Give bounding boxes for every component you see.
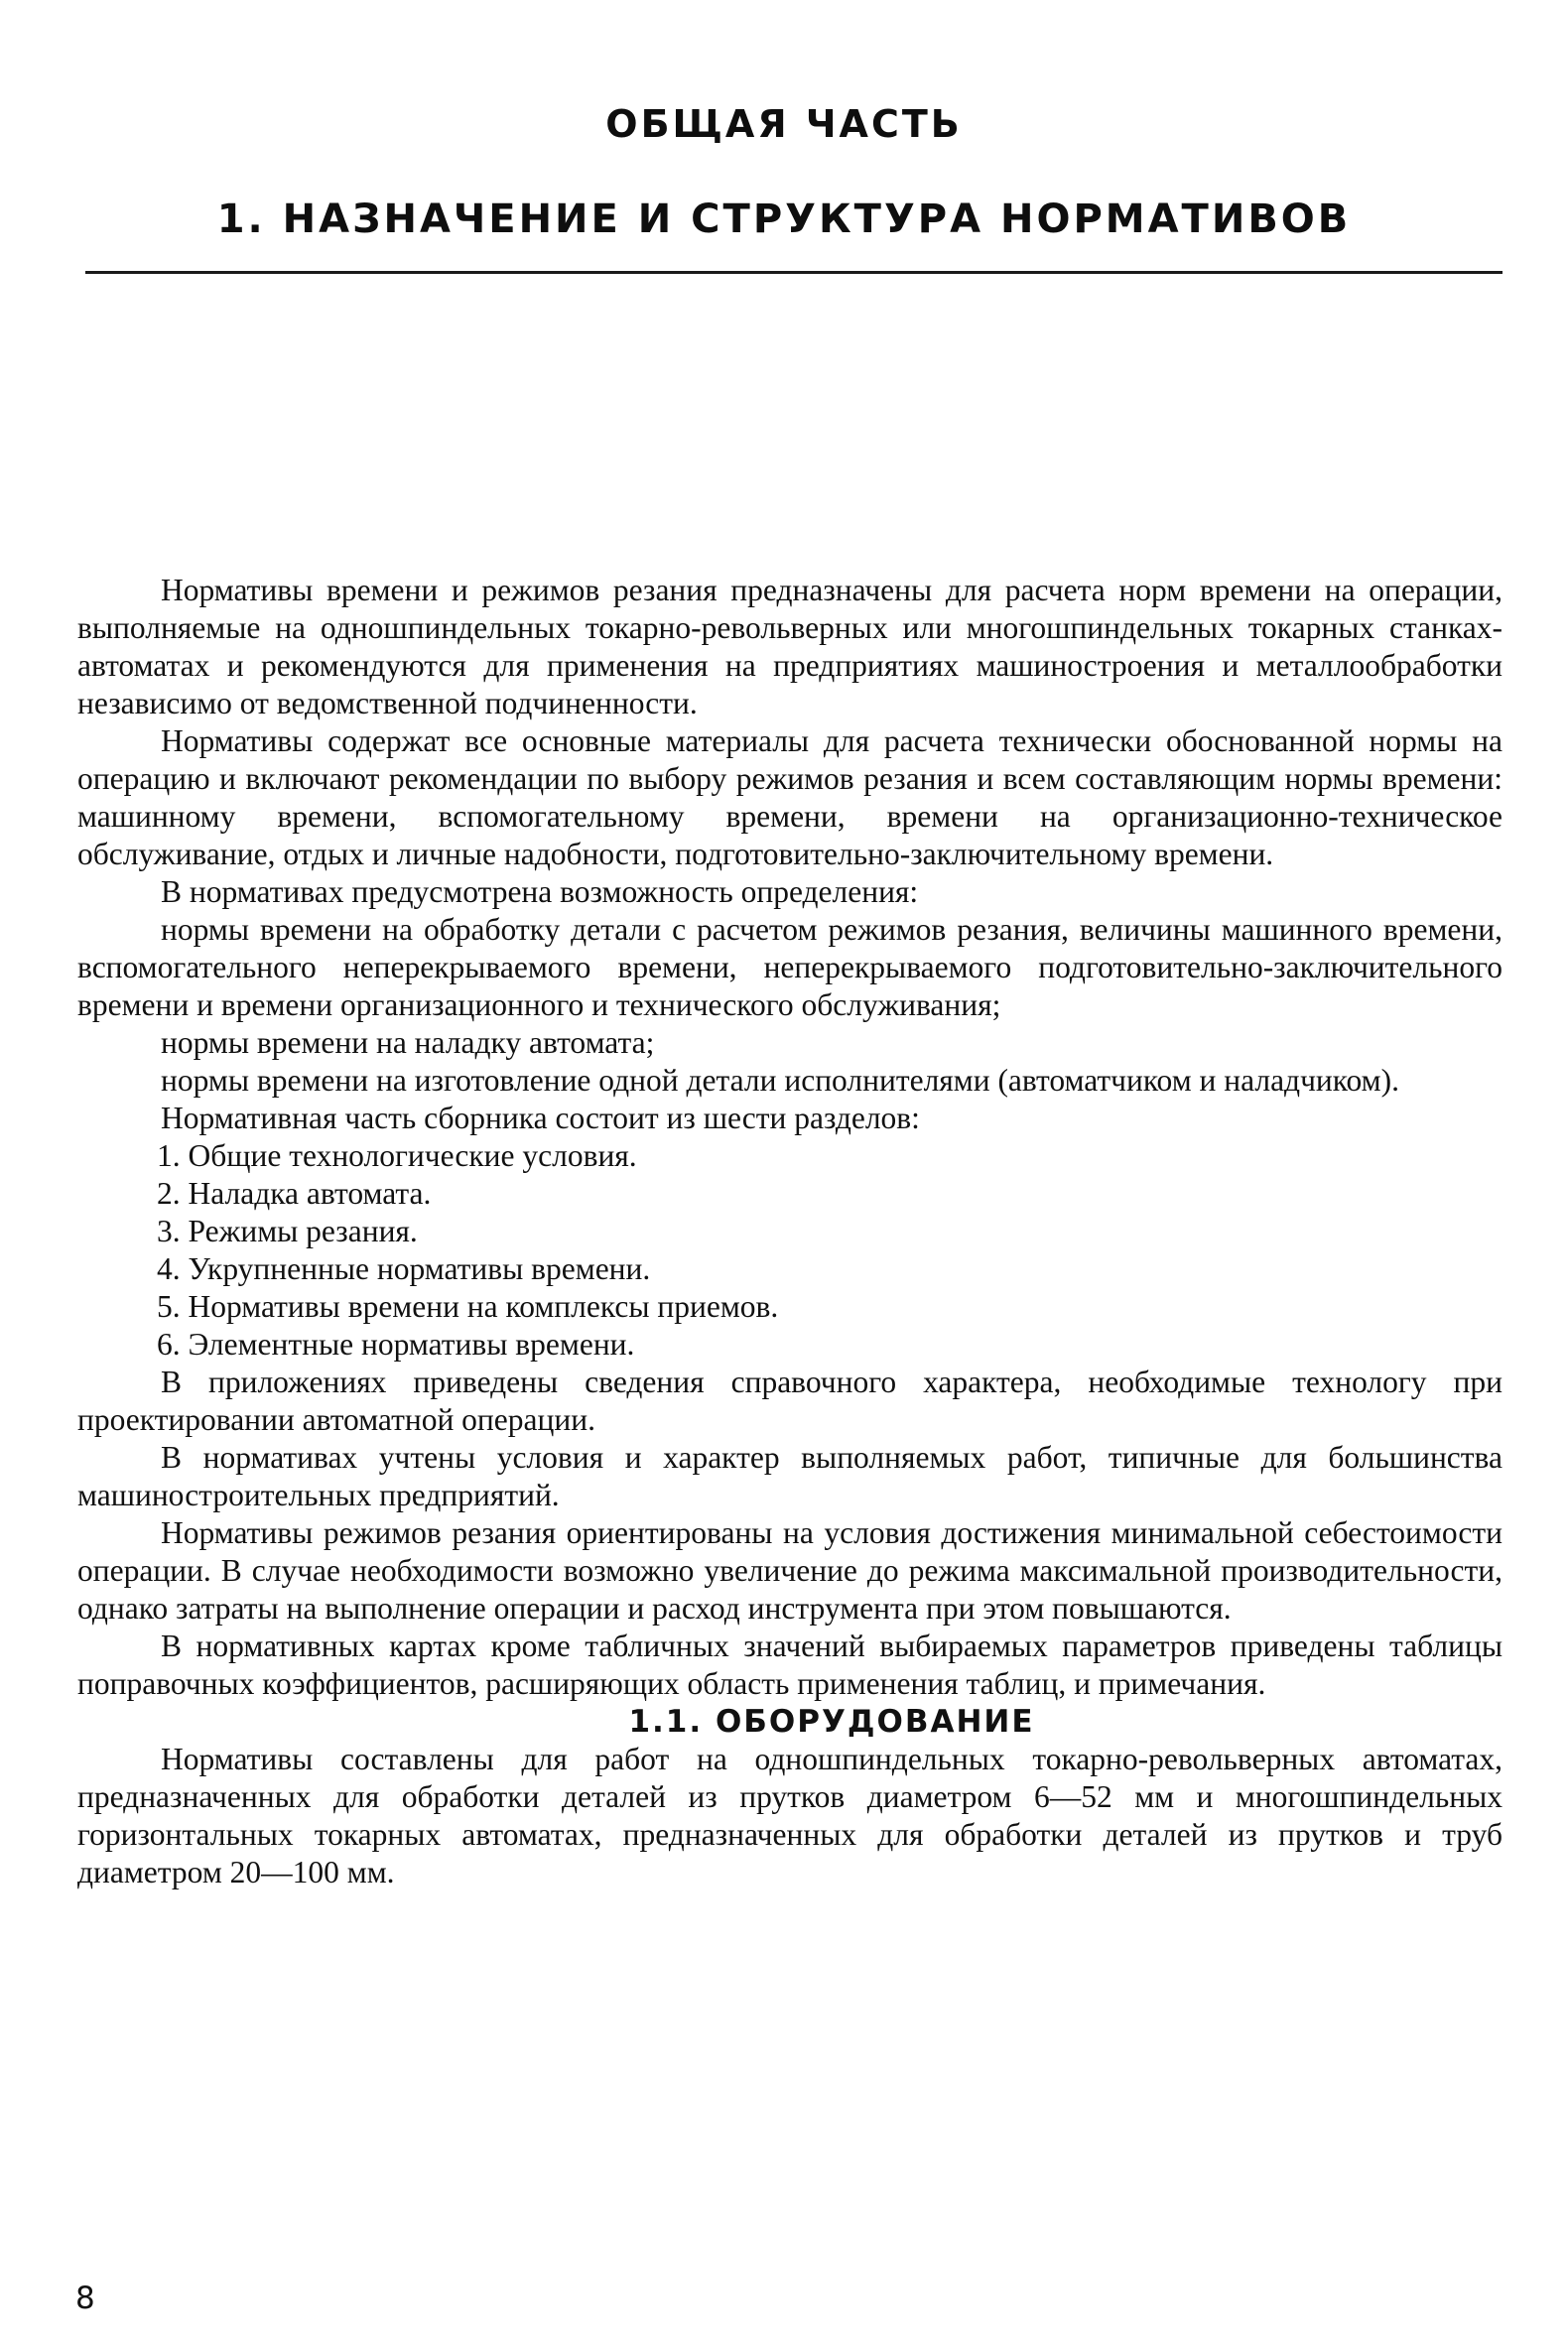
section-title: 1. НАЗНАЧЕНИЕ И СТРУКТУРА НОРМАТИВОВ — [216, 196, 1352, 242]
list-item: 6. Элементные нормативы времени. — [157, 1327, 635, 1362]
part-title: ОБЩАЯ ЧАСТЬ — [605, 102, 963, 146]
paragraph-capability-3: нормы времени на изготовление одной детали исполнителями (автоматчиком и наладчиком). — [161, 1063, 1399, 1098]
paragraph-capability-1: нормы времени на обработку детали с расчетом режимов резания, величины машинного времени, вспомогательного неперекрываемого времени, неперекрываемого подготовительно-заключительного времени и времени организационного и технического обслуживания; — [77, 912, 1503, 1022]
paragraph-capabilities: В нормативах предусмотрена возможность определения: — [161, 874, 919, 909]
paragraph-equipment: Нормативы составлены для работ на одношпиндельных токарно-револьверных автоматах, предназначенных для обработки деталей из прутков диаметром 6—52 мм и многошпиндельных горизонтальных токарных автоматах, предназначенных для обработки деталей из прутков и труб диаметром 20—100 мм. — [77, 1742, 1503, 1889]
list-item: 1. Общие технологические условия. — [157, 1138, 637, 1173]
list-item: 5. Нормативы времени на комплексы приемов. — [157, 1289, 779, 1324]
paragraph-conditions: В нормативах учтены условия и характер выполняемых работ, типичные для большинства машиностроительных предприятий. — [77, 1440, 1503, 1512]
paragraph-capability-2: нормы времени на наладку автомата; — [161, 1025, 655, 1060]
paragraph-tables: В нормативных картах кроме табличных значений выбираемых параметров приведены таблицы поправочных коэффициентов, расширяющих область применения таблиц, и примечания. — [77, 1628, 1503, 1701]
list-item: 4. Укрупненные нормативы времени. — [157, 1251, 651, 1286]
paragraph-cutting-modes: Нормативы режимов резания ориентированы на условия достижения минимальной себестоимости операции. В случае необходимости возможно увеличение до режима максимальной производительности, однако затраты на выполнение операции и расход инструмента при этом повышаются. — [77, 1515, 1503, 1626]
paragraph-appendices: В приложениях приведены сведения справочного характера, необходимые технологу при проектировании автоматной операции. — [77, 1365, 1503, 1437]
paragraph-structure: Нормативная часть сборника состоит из шести разделов: — [161, 1101, 920, 1135]
paragraph-contents: Нормативы содержат все основные материалы для расчета технически обоснованной нормы на операцию и включают рекомендации по выбору режимов резания и всем составляющим нормы времени: машинному времени, вспомогательному времени, времени на организационно-техническое обслуживание, отдых и личные надобности, подготовительно-заключительному времени. — [77, 723, 1503, 871]
title-divider — [85, 271, 1503, 274]
paragraph-purpose: Нормативы времени и режимов резания предназначены для расчета норм времени на операции, выполняемые на одношпиндельных токарно-револьверных или многошпиндельных токарных станках-автоматах и рекомендуются для применения на предприятиях машиностроения и металлообработки независимо от ведомственной подчиненности. — [77, 573, 1503, 720]
list-item: 3. Режимы резания. — [157, 1214, 418, 1248]
body-text — [77, 572, 1503, 1891]
page-number: 8 — [75, 2280, 95, 2316]
subsection-title: 1.1. ОБОРУДОВАНИЕ — [628, 1704, 1035, 1740]
list-item: 2. Наладка автомата. — [157, 1176, 432, 1211]
